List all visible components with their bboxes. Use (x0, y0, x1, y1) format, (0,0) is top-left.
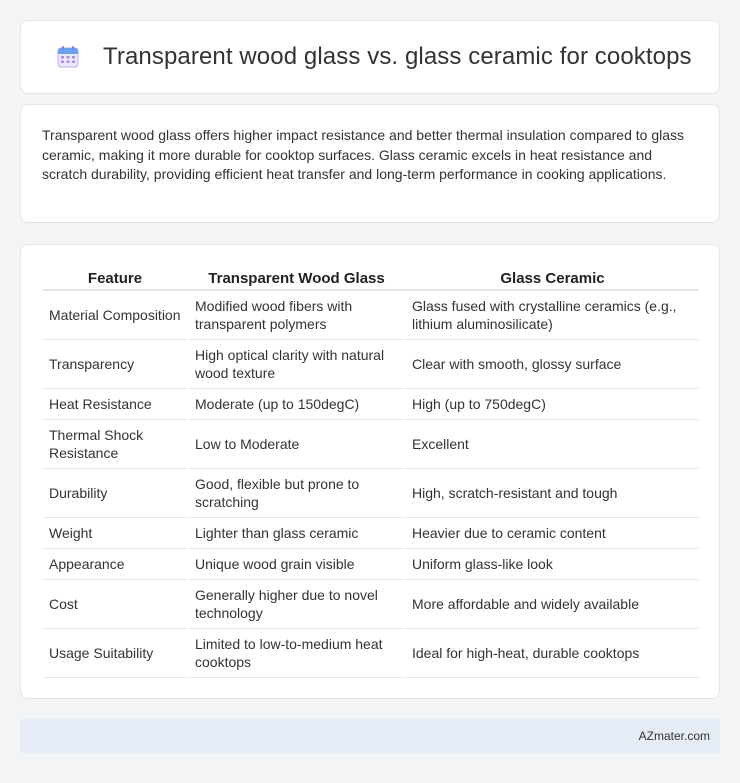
header-feature: Feature (43, 265, 188, 290)
feature-cell: Durability (43, 468, 188, 517)
glass-ceramic-cell: High (up to 750degC) (405, 388, 699, 419)
feature-cell: Appearance (43, 548, 188, 579)
table-row (43, 548, 699, 579)
feature-cell: Transparency (43, 339, 188, 388)
table-row (43, 468, 699, 517)
wood-glass-cell: Generally higher due to novel technology (188, 579, 405, 628)
comparison-table (43, 265, 699, 678)
feature-cell: Material Composition (43, 290, 188, 339)
table-row (43, 388, 699, 419)
header-transparent-wood-glass: Transparent Wood Glass (188, 265, 405, 290)
wood-glass-cell: Good, flexible but prone to scratching (188, 468, 405, 517)
table-row (43, 339, 699, 388)
calendar-icon (55, 44, 81, 70)
table-row (43, 419, 699, 468)
wood-glass-cell: High optical clarity with natural wood texture (188, 339, 405, 388)
wood-glass-cell: Low to Moderate (188, 419, 405, 468)
feature-cell: Thermal Shock Resistance (43, 419, 188, 468)
comparison-card (20, 244, 720, 699)
table-header-row (43, 265, 699, 290)
table-row (43, 579, 699, 628)
title-card (20, 20, 720, 94)
glass-ceramic-cell: High, scratch-resistant and tough (405, 468, 699, 517)
wood-glass-cell: Limited to low-to-medium heat cooktops (188, 628, 405, 677)
feature-cell: Usage Suitability (43, 628, 188, 677)
summary-text: Transparent wood glass offers higher impact resistance and better thermal insulation compared to glass ceramic, making it more durable for cooktop surfaces. Glass ceramic excels in heat resistance and scratch durability, providing efficient heat transfer and long-term performance in cooking applications. (42, 127, 685, 182)
glass-ceramic-cell: Glass fused with crystalline ceramics (e.g., lithium aluminosilicate) (405, 290, 699, 339)
glass-ceramic-cell: Excellent (405, 419, 699, 468)
feature-cell: Weight (43, 517, 188, 548)
wood-glass-cell: Unique wood grain visible (188, 548, 405, 579)
page-title: Transparent wood glass vs. glass ceramic for cooktops (103, 43, 692, 70)
footer-source-link[interactable]: AZmater.com (638, 729, 710, 743)
feature-cell: Heat Resistance (43, 388, 188, 419)
wood-glass-cell: Modified wood fibers with transparent polymers (188, 290, 405, 339)
glass-ceramic-cell: Uniform glass-like look (405, 548, 699, 579)
feature-cell: Cost (43, 579, 188, 628)
table-row (43, 628, 699, 677)
table-row (43, 290, 699, 339)
wood-glass-cell: Lighter than glass ceramic (188, 517, 405, 548)
glass-ceramic-cell: Heavier due to ceramic content (405, 517, 699, 548)
header-glass-ceramic: Glass Ceramic (405, 265, 699, 290)
wood-glass-cell: Moderate (up to 150degC) (188, 388, 405, 419)
summary-card (20, 104, 720, 223)
glass-ceramic-cell: Clear with smooth, glossy surface (405, 339, 699, 388)
footer-bar (20, 719, 720, 753)
glass-ceramic-cell: Ideal for high-heat, durable cooktops (405, 628, 699, 677)
glass-ceramic-cell: More affordable and widely available (405, 579, 699, 628)
table-row (43, 517, 699, 548)
